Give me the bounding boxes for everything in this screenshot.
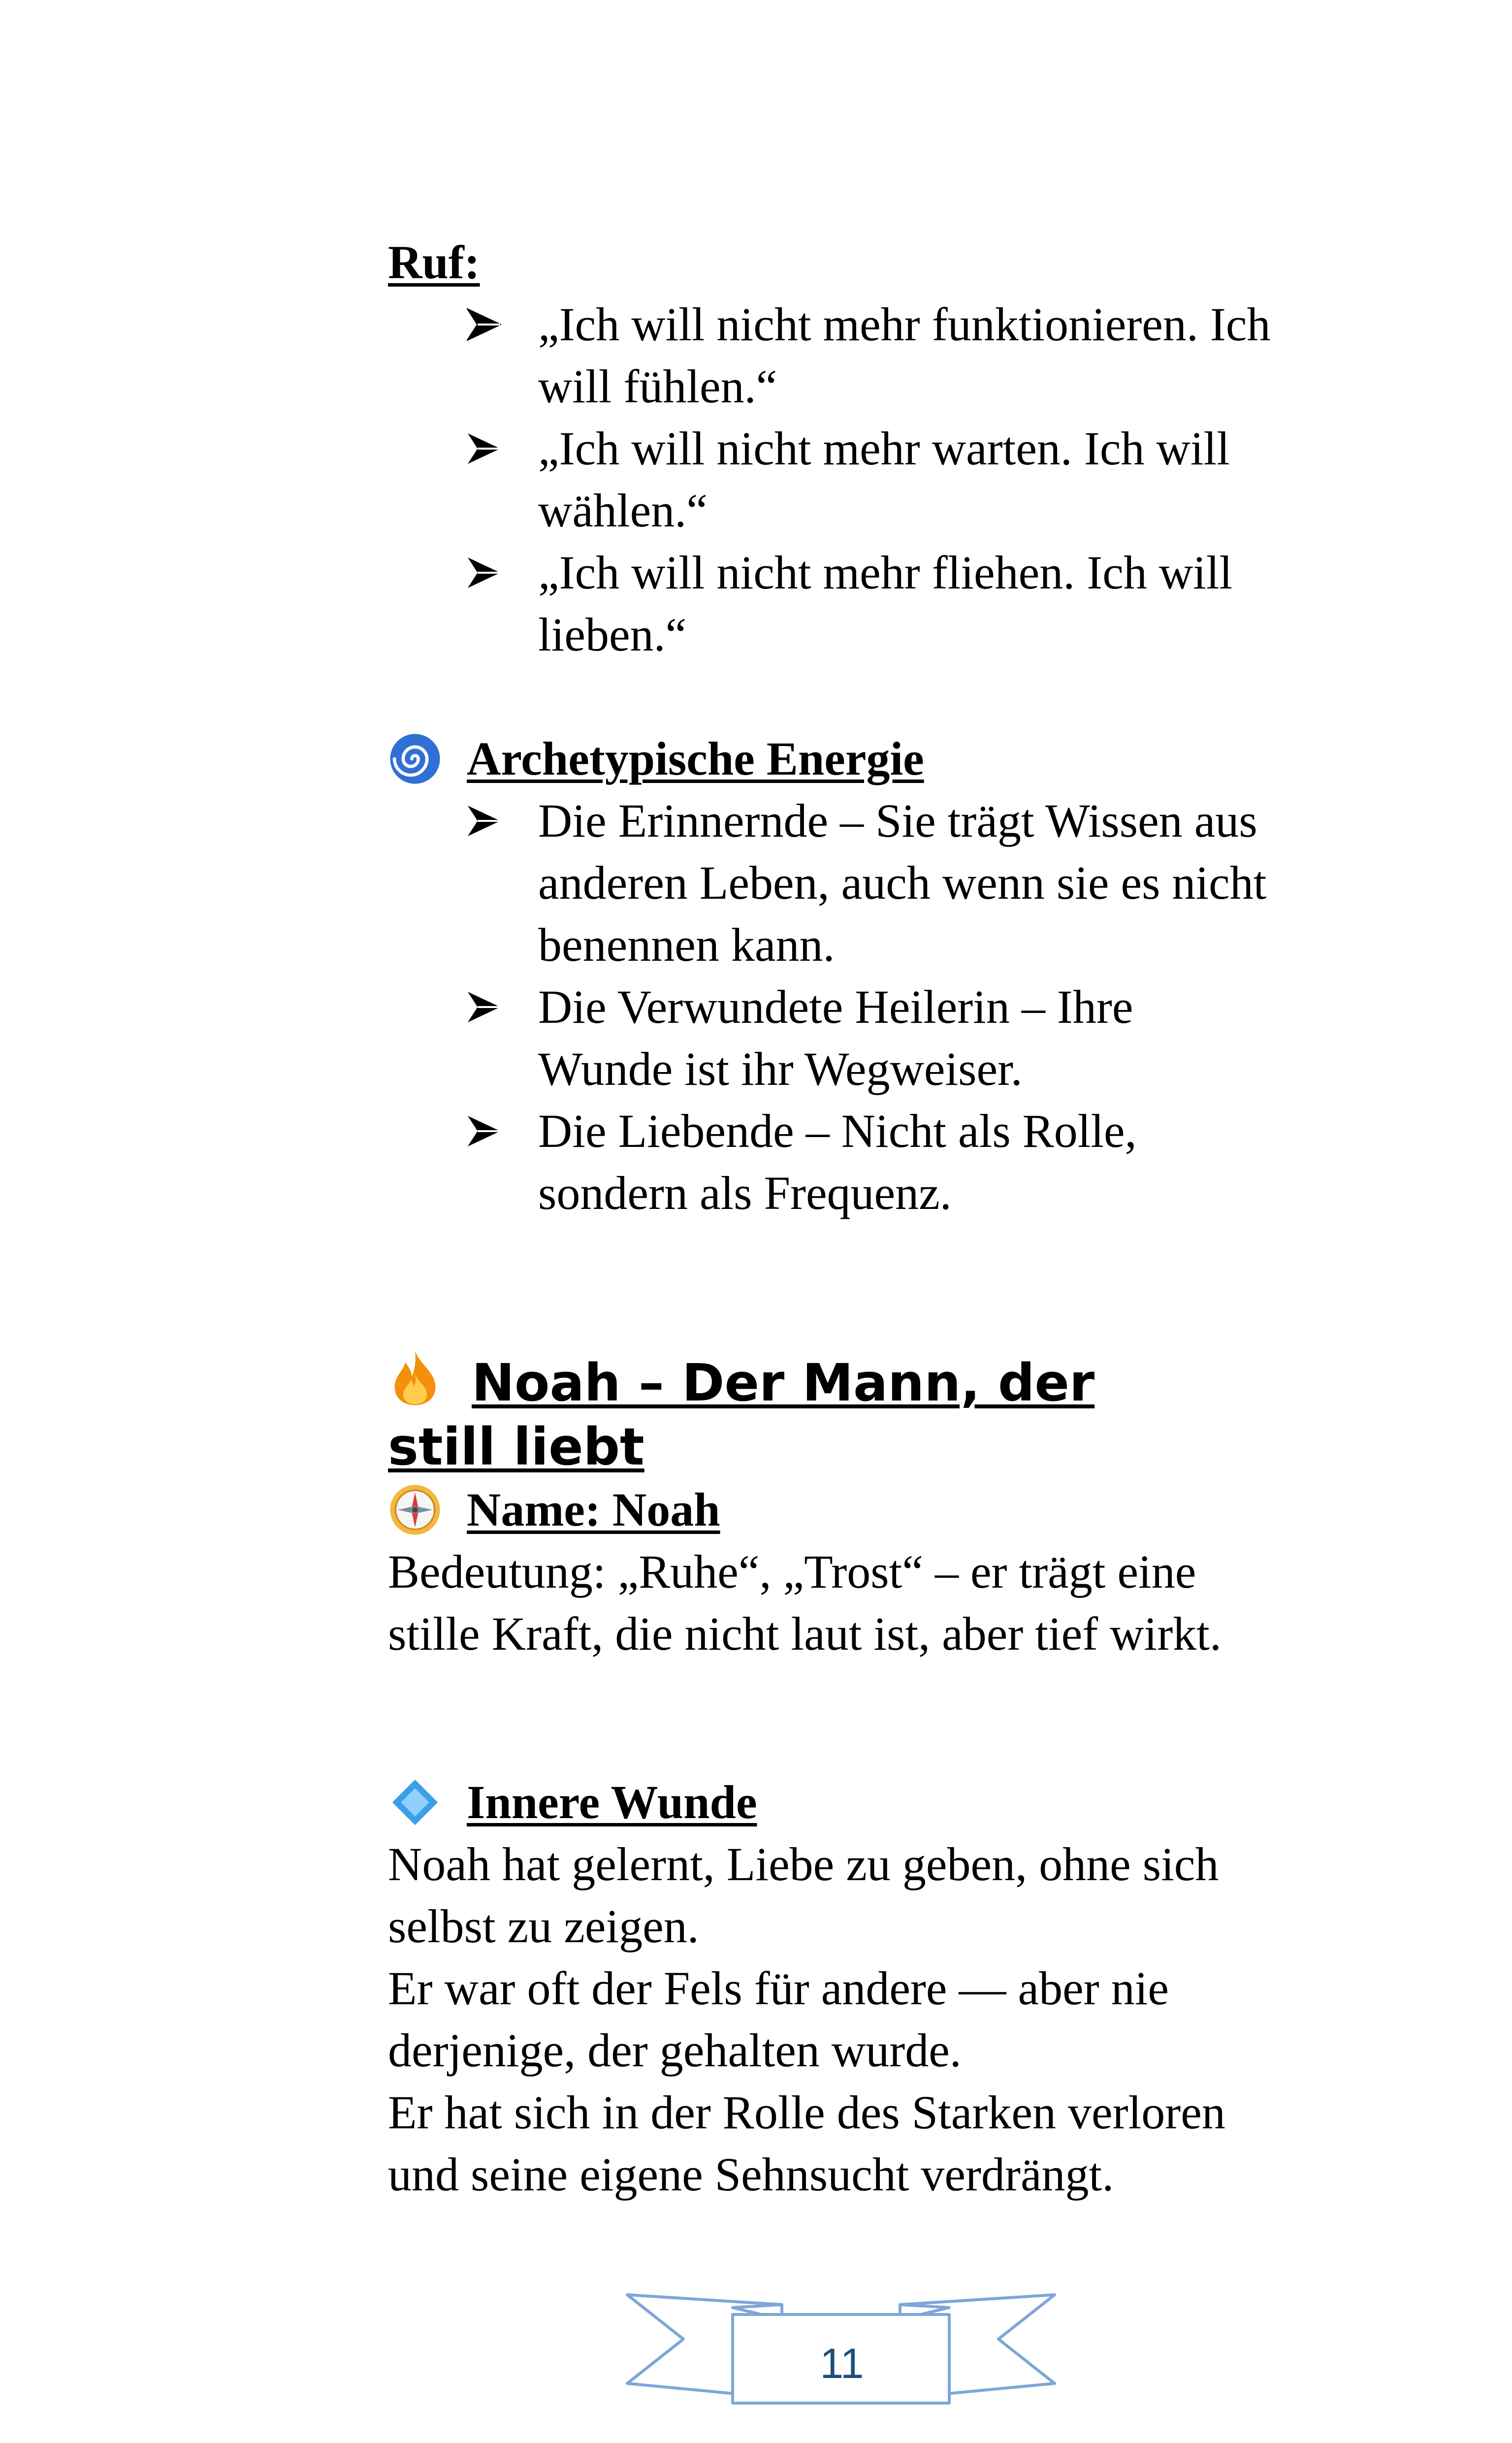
archetype-item-text: Die Erinnernde – Sie trägt Wissen aus anderen Leben, auch wenn sie es nicht benennen kann. [538, 794, 1267, 971]
arrow-bullet-icon [467, 431, 501, 466]
ruf-heading: Ruf: [388, 236, 480, 289]
noah-section-title: Noah – Der Mann, der still liebt [388, 1348, 1200, 1479]
innere-wunde-paragraph: Noah hat gelernt, Liebe zu geben, ohne sich selbst zu zeigen. [388, 1838, 1219, 1953]
list-item [388, 418, 1274, 542]
name-heading: Name: Noah [388, 1479, 1274, 1541]
archetype-heading: Archetypische Energie [388, 728, 1274, 790]
arrow-bullet-icon [467, 990, 501, 1024]
innere-wunde-paragraph: Er hat sich in der Rolle des Starken verloren und seine eigene Sehnsucht verdrängt. [388, 2086, 1225, 2201]
arrow-bullet-icon [467, 307, 501, 342]
list-item [388, 790, 1274, 976]
page-number: 11 [820, 2340, 864, 2387]
archetype-list [388, 790, 1274, 1224]
list-item [388, 542, 1274, 666]
name-meaning: Bedeutung: „Ruhe“, „Trost“ – er trägt eine stille Kraft, die nicht laut ist, aber tief wirkt. [388, 1545, 1222, 1660]
ruf-item-text: „Ich will nicht mehr fliehen. Ich will lieben.“ [538, 546, 1233, 661]
diamond-icon [388, 1775, 442, 1829]
list-item [388, 1100, 1274, 1224]
ruf-item-text: „Ich will nicht mehr warten. Ich will wählen.“ [538, 422, 1230, 537]
innere-wunde-paragraph: Er war oft der Fels für andere — aber nie derjenige, der gehalten wurde. [388, 1962, 1169, 2077]
arrow-bullet-icon [467, 1114, 501, 1148]
archetype-item-text: Die Verwundete Heilerin – Ihre Wunde ist ihr Wegweiser. [538, 980, 1133, 1095]
archetype-item-text: Die Liebende – Nicht als Rolle, sondern als Frequenz. [538, 1105, 1137, 1219]
list-item [388, 293, 1274, 418]
spacer [388, 1665, 1274, 1771]
list-item [388, 976, 1274, 1100]
arrow-bullet-icon [467, 804, 501, 838]
ruf-item-text: „Ich will nicht mehr funktionieren. Ich will fühlen.“ [538, 298, 1271, 413]
cyclone-icon [388, 732, 442, 786]
compass-icon [388, 1483, 442, 1537]
fire-icon [388, 1348, 442, 1407]
page-content [388, 231, 1274, 2206]
spacer [388, 666, 1274, 728]
ruf-list [388, 293, 1274, 666]
innere-wunde-heading: Innere Wunde [388, 1771, 1274, 1833]
spacer [388, 1224, 1274, 1348]
arrow-bullet-icon [467, 555, 501, 590]
